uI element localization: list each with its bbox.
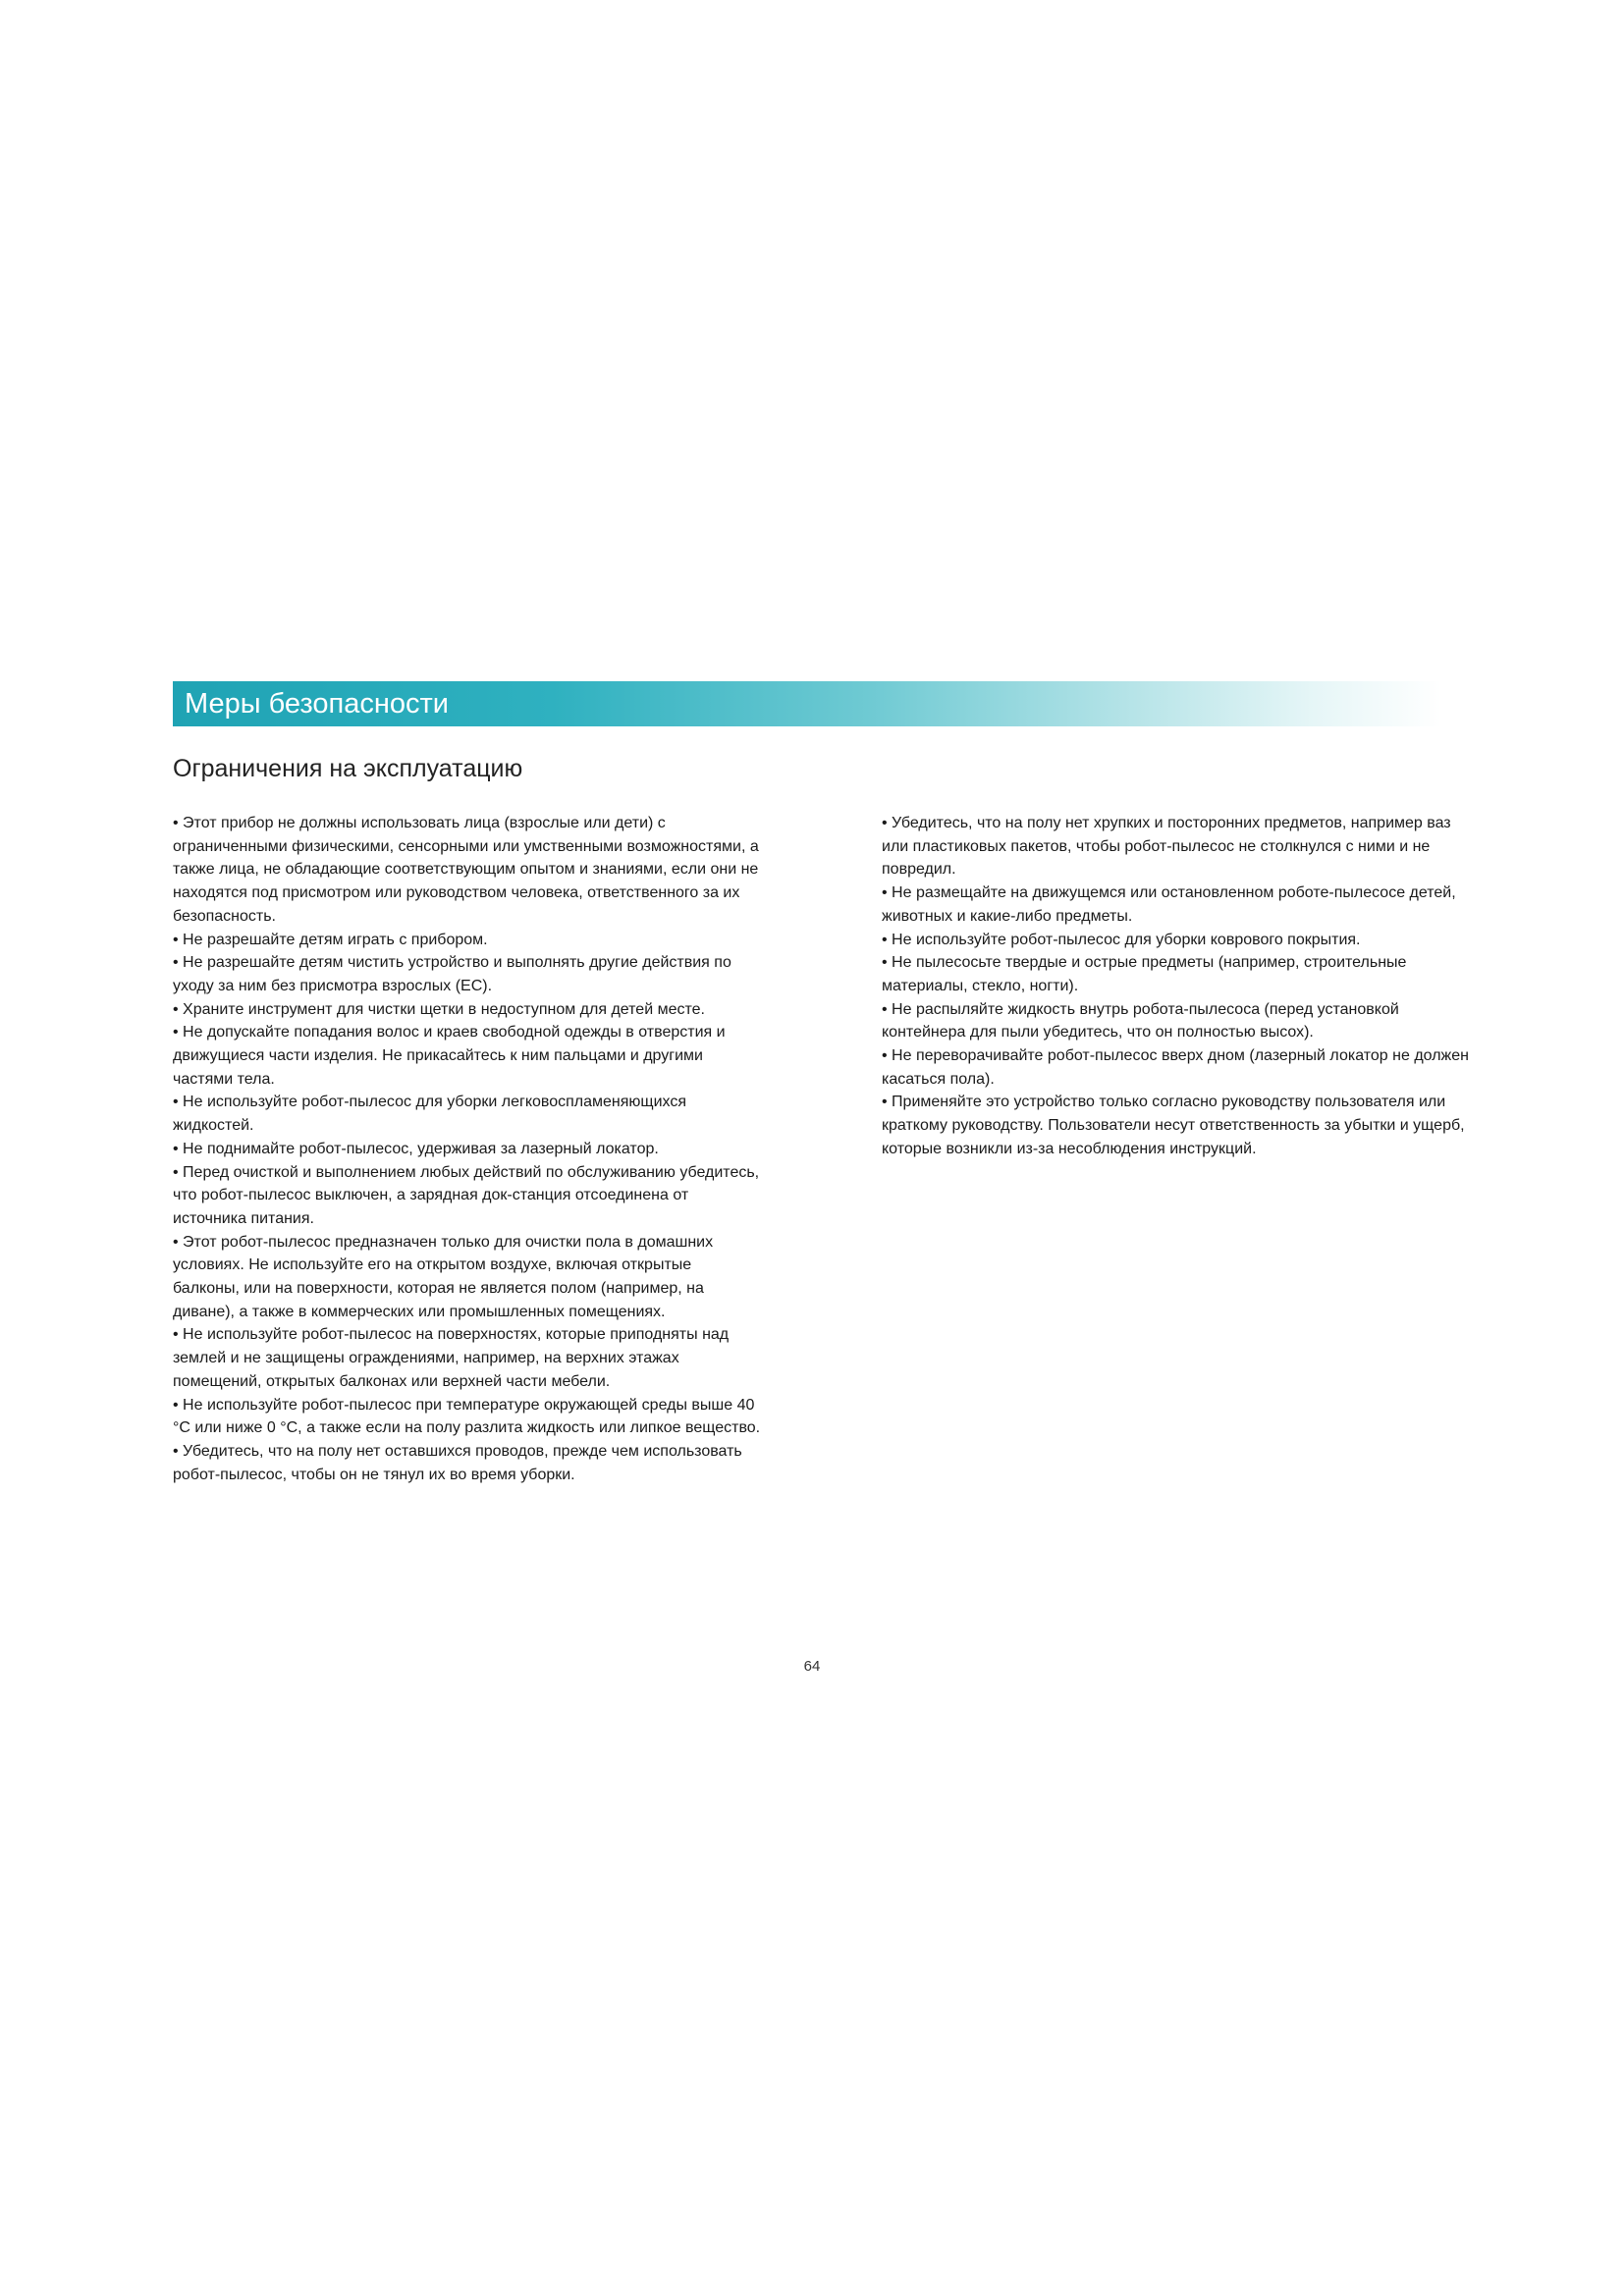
list-item: • Не разрешайте детям чистить устройство и выполнять другие действия по уходу за ним без присмотра взрослых (ЕС). [173, 954, 731, 994]
list-item: • Применяйте это устройство только согласно руководству пользователя или краткому руководству. Пользователи несут ответственность за убытки и ущерб, которые возникли из-за несоблюдения инструкций. [882, 1094, 1465, 1157]
page-title: Меры безопасности [185, 688, 449, 720]
section-heading: Ограничения на эксплуатацию [173, 755, 523, 782]
list-item: • Убедитесь, что на полу нет оставшихся проводов, прежде чем использовать робот-пылесос, чтобы он не тянул их во время уборки. [173, 1442, 742, 1483]
list-item: • Не используйте робот-пылесос на поверхностях, которые приподняты над землей и не защищены ограждениями, например, на верхних этажах помещений, открытых балконах или верхней части мебели. [173, 1326, 730, 1390]
list-item: • Перед очисткой и выполнением любых действий по обслуживанию убедитесь, что робот-пылесос выключен, а зарядная док-станция отсоединена от источника питания. [173, 1163, 760, 1227]
list-item: • Не распыляйте жидкость внутрь робота-пылесоса (перед установкой контейнера для пыли убедитесь, что он полностью высох). [882, 1000, 1399, 1041]
list-item: • Не используйте робот-пылесос для уборки коврового покрытия. [882, 931, 1361, 948]
page-number: 64 [803, 1658, 821, 1675]
list-item: • Храните инструмент для чистки щетки в недоступном для детей месте. [173, 1000, 705, 1018]
list-item: • Этот прибор не должны использовать лица (взрослые или дети) с ограниченными физическими, сенсорными или умственными возможностями, а также лица, не обладающие соответствующим опытом и знаниями, если они не находятся под присмотром или руководством человека, ответственного за их безопасность. [173, 815, 759, 925]
list-item: • Убедитесь, что на полу нет хрупких и посторонних предметов, например ваз или пластиковых пакетов, чтобы робот-пылесос не столкнулся с ними и не повредил. [882, 815, 1451, 879]
section-title-bar [173, 681, 1441, 726]
left-column [173, 812, 762, 1486]
list-item: • Не разрешайте детям играть с прибором. [173, 931, 488, 948]
list-item: • Не используйте робот-пылесос при температуре окружающей среды выше 40 °C или ниже 0 °C, а также если на полу разлита жидкость или липкое вещество. [173, 1396, 761, 1437]
list-item: • Не используйте робот-пылесос для уборки легковоспламеняющихся жидкостей. [173, 1094, 686, 1135]
list-item: • Этот робот-пылесос предназначен только для очистки пола в домашних условиях. Не используйте его на открытом воздухе, включая открытые балконы, или на поверхности, которая не является полом (например, на диване), а также в коммерческих или промышленных помещениях. [173, 1233, 714, 1320]
list-item: • Не размещайте на движущемся или остановленном роботе-пылесосе детей, животных и какие-либо предметы. [882, 884, 1456, 925]
list-item: • Не поднимайте робот-пылесос, удерживая за лазерный локатор. [173, 1140, 659, 1157]
list-item: • Не допускайте попадания волос и краев свободной одежды в отверстия и движущиеся части изделия. Не прикасайтесь к ним пальцами и другими частями тела. [173, 1024, 726, 1088]
list-item: • Не пылесосьте твердые и острые предметы (например, строительные материалы, стекло, ногти). [882, 954, 1407, 994]
list-item: • Не переворачивайте робот-пылесос вверх дном (лазерный локатор не должен касаться пола). [882, 1047, 1469, 1088]
right-column [882, 812, 1471, 1161]
